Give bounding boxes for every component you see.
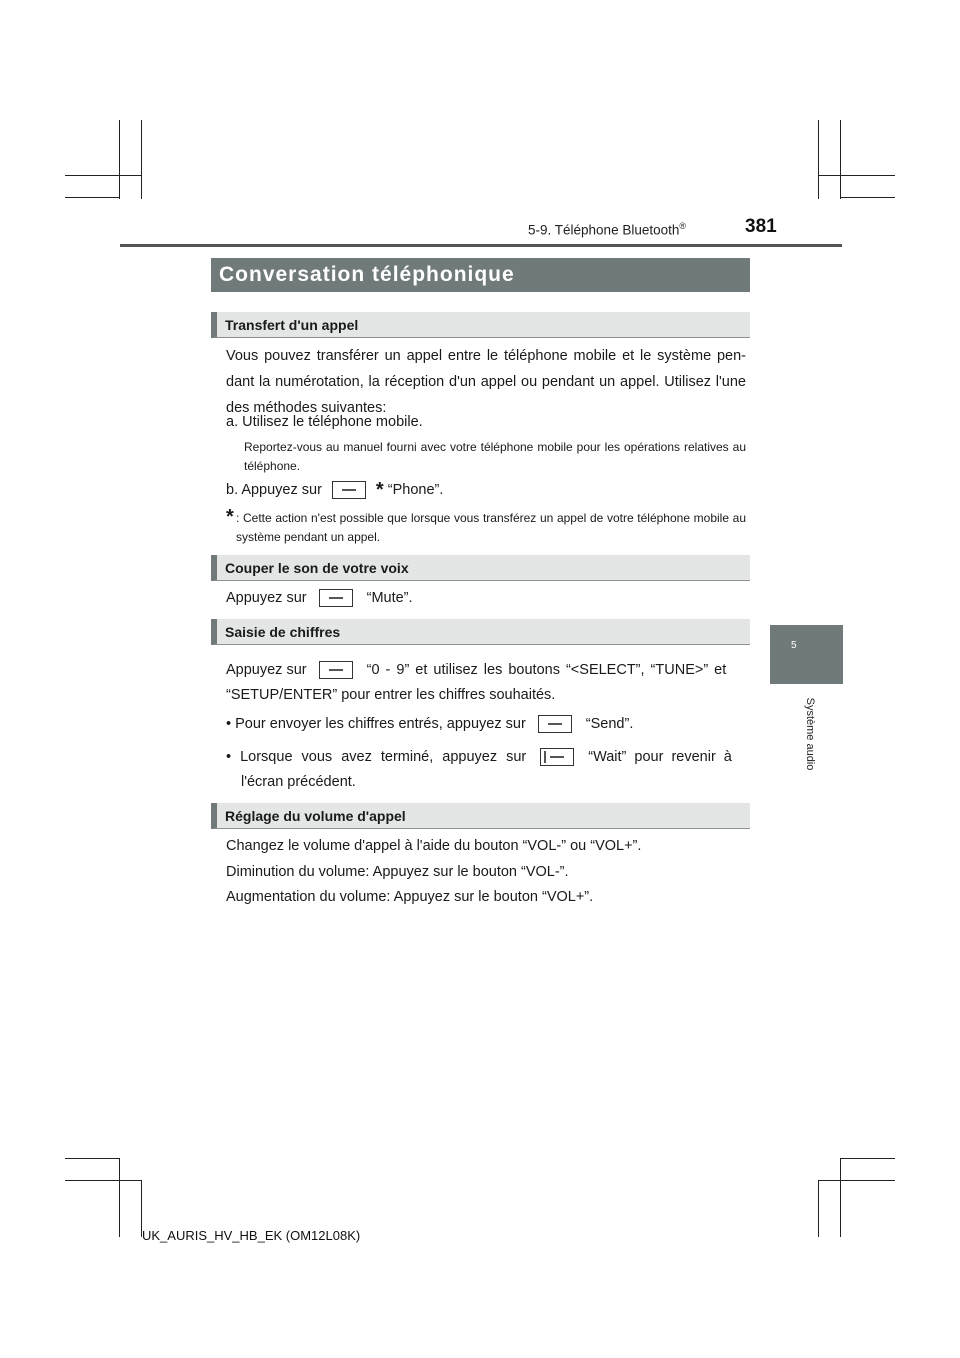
chapter-number: 5	[791, 640, 797, 651]
transfer-item-a: a. Utilisez le téléphone mobile.	[226, 414, 423, 430]
running-header	[528, 221, 686, 238]
heading-volume: Réglage du volume d'appel	[211, 803, 750, 829]
section-label: 5-9. Téléphone Bluetooth	[528, 222, 680, 238]
volume-line1: Changez le volume d'appel à l'aide du bouton “VOL-” ou “VOL+”.	[226, 838, 642, 854]
chapter-label: Système audio	[804, 697, 816, 771]
volume-line2: Diminution du volume: Appuyez sur le bouton “VOL-”.	[226, 864, 569, 880]
digits-bullet2-line2: l'écran précédent.	[241, 774, 356, 790]
mute-key-button[interactable]	[319, 589, 353, 607]
digits-line2: “SETUP/ENTER” pour entrer les chiffres souhaités.	[226, 687, 556, 703]
item-b-prefix: b. Appuyez sur	[226, 482, 322, 498]
mute-line	[226, 588, 413, 608]
digits-bullet1	[226, 714, 633, 734]
bullet1-suffix: “Send”.	[585, 716, 634, 732]
bullet2-prefix: • Lorsque vous avez terminé, appuyez sur	[226, 749, 527, 765]
page-title: Conversation téléphonique	[211, 258, 750, 292]
heading-digits: Saisie de chiffres	[211, 619, 750, 645]
mute-suffix: “Mute”.	[366, 590, 413, 606]
chapter-tab	[770, 625, 843, 684]
bullet2-suffix: “Wait” pour revenir à	[588, 749, 732, 765]
heading-mute: Couper le son de votre voix	[211, 555, 750, 581]
page-number: 381	[745, 216, 777, 237]
digits-prefix: Appuyez sur	[226, 662, 307, 678]
asterisk: *	[375, 479, 384, 501]
footnote-star: *	[226, 506, 234, 528]
digits-key-button[interactable]	[319, 661, 353, 679]
digits-bullet2	[226, 747, 732, 767]
item-b-suffix: “Phone”.	[387, 482, 444, 498]
transfer-item-b	[226, 480, 443, 500]
heading-transfer: Transfert d'un appel	[211, 312, 750, 338]
volume-line3: Augmentation du volume: Appuyez sur le bouton “VOL+”.	[226, 889, 594, 905]
registered-mark: ®	[679, 221, 687, 231]
transfer-footnote: : Cette action n'est possible que lorsque vous transférez un appel de votre téléphone mobile au système pendant un appel.	[236, 511, 746, 544]
bullet1-prefix: • Pour envoyer les chiffres entrés, appuyez sur	[226, 716, 526, 732]
document-code: UK_AURIS_HV_HB_EK (OM12L08K)	[142, 1228, 361, 1243]
send-key-button[interactable]	[538, 715, 572, 733]
transfer-intro: Vous pouvez transférer un appel entre le téléphone mobile et le système pen- dant la numérotation, la réception d'un appel ou pendant un appel. Utilisez l'une des méthodes suivantes:	[226, 348, 746, 416]
digits-line1	[226, 660, 726, 680]
transfer-item-a-note: Reportez-vous au manuel fourni avec votre téléphone mobile pour les opérations relatives au téléphone.	[244, 440, 746, 473]
wait-key-button[interactable]	[540, 748, 574, 766]
digits-suffix: “0 - 9” et utilisez les boutons “<SELECT”, “TUNE>” et	[366, 662, 727, 678]
mute-prefix: Appuyez sur	[226, 590, 307, 606]
phone-key-button[interactable]	[332, 481, 366, 499]
header-rule	[120, 244, 842, 247]
